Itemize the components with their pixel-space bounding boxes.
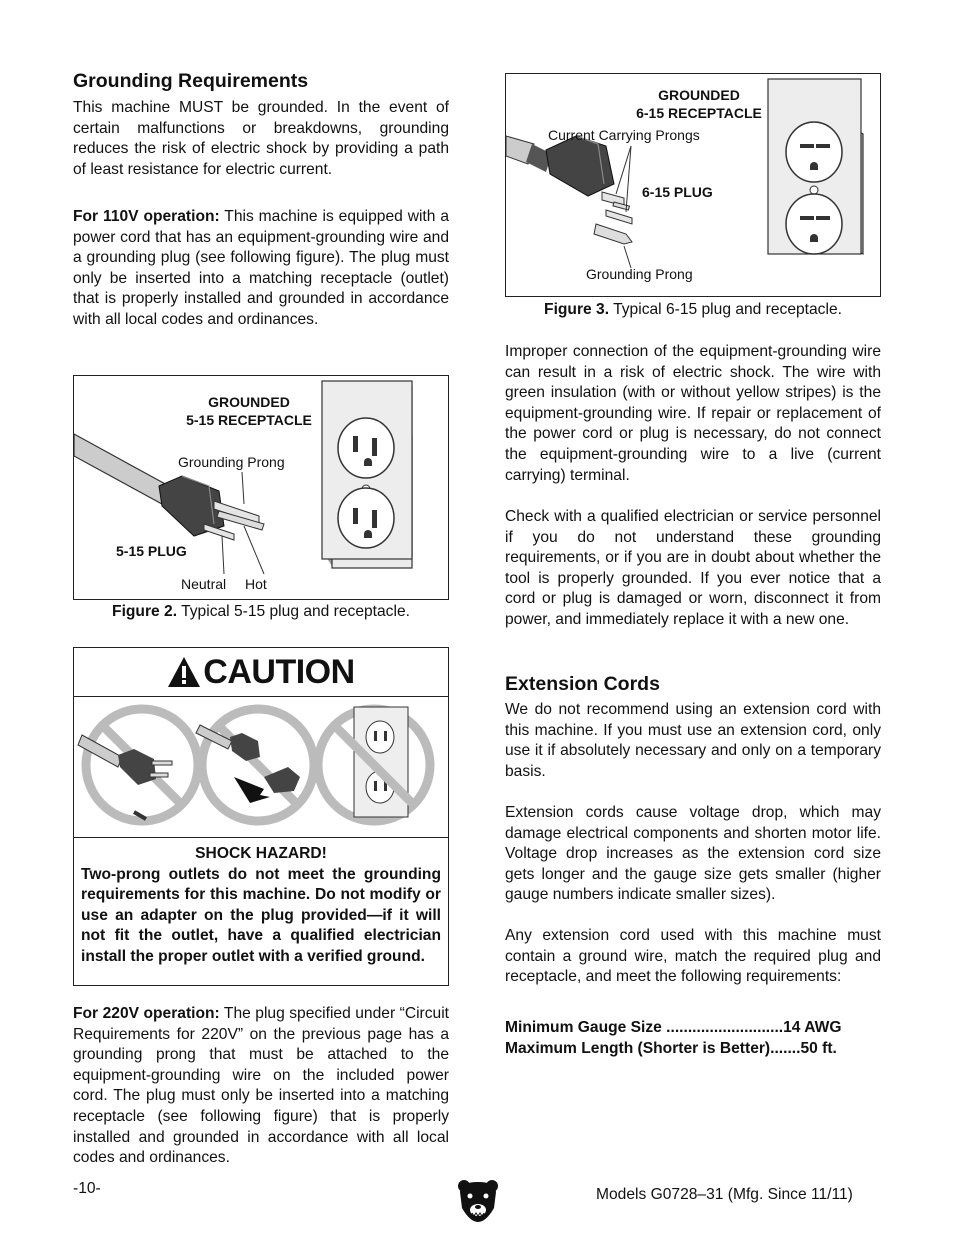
op110-paragraph [73,207,449,331]
fig2-neutral-label: Neutral [181,576,227,592]
op220-text: The plug specified under “Circuit Requirements for 220V” on the previous page has a grounding prong that must be attached to the equipment-grounding wire on the included power cord. The plug must only be inserted into a matching receptacle (see following figure) that is properly installed and grounded in accordance with all local codes and ordinances. [73,1005,449,1167]
extension-paragraph-1: We do not recommend using an extension cord with this machine. If you must use an extension cord, only use it if absolutely necessary and only on a temporary basis. [505,701,881,780]
fig3-receptacle-line2: 6-15 RECEPTACLE [636,105,762,121]
figure-2 [73,375,449,600]
bear-logo-icon [456,1178,500,1224]
prohibited-adapters-illustration [74,697,447,837]
caution-box [73,647,449,986]
fig3-plug-label: 6-15 PLUG [642,184,713,200]
fig3-grounding-prong-label: Grounding Prong [586,266,693,282]
check-electrician-paragraph: Check with a qualified electrician or service personnel if you do not understand these grounding requirements, or if you are in doubt about whether the tool is properly grounded. If you ever notice that a cord or plug is damaged or worn, disconnect it from power, and immediately replace it with a new one. [505,508,881,628]
fig2-receptacle-line1: GROUNDED [208,394,290,410]
page-number: -10- [73,1180,101,1197]
figure-2-caption-text: Typical 5-15 plug and receptacle. [177,603,410,620]
models-footer: Models G0728–31 (Mfg. Since 11/11) [596,1186,853,1203]
figure-3-caption-text: Typical 6-15 plug and receptacle. [609,301,842,318]
figure-3-caption [505,301,881,319]
figure-3 [505,73,881,297]
fig2-receptacle-line2: 5-15 RECEPTACLE [186,412,312,428]
figure-2-caption-lead: Figure 2. [112,603,178,620]
fig2-receptacle-label [174,393,324,429]
section-heading-grounding: Grounding Requirements [73,70,309,92]
op220-lead: For 220V operation: [73,1005,220,1022]
fig3-receptacle-line1: GROUNDED [658,87,740,103]
spec-min-gauge: Minimum Gauge Size ...........................14 AWG [505,1019,842,1036]
fig3-receptacle-label [624,86,774,122]
improper-connection-paragraph: Improper connection of the equipment-grounding wire can result in a risk of electric shock. The wire with green insulation (with or without yellow stripes) is the equipment-grounding wire. If repair or replacement of the power cord or plug is necessary, do not connect the equipment-grounding wire to a live (current carrying) terminal. [505,343,881,484]
extension-paragraph-3: Any extension cord used with this machine must contain a ground wire, match the required plug and receptacle, and meet the following requirements: [505,927,881,986]
fig3-current-prongs-label: Current Carrying Prongs [548,127,700,143]
section-heading-extension-cords: Extension Cords [505,673,660,695]
op220-paragraph [73,1004,449,1169]
figure-2-caption [73,603,449,621]
warning-triangle-icon [167,656,201,688]
fig2-plug-label: 5-15 PLUG [116,543,187,559]
extension-paragraph-2: Extension cords cause voltage drop, which may damage electrical components and shorten motor life. Voltage drop increases as the extension cord size gets longer and the gauge size gets smaller (higher gauge numbers indicate smaller sizes). [505,804,881,904]
figure-3-caption-lead: Figure 3. [544,301,610,318]
op110-lead: For 110V operation: [73,208,220,225]
fig2-hot-label: Hot [245,576,267,592]
fig2-grounding-prong-label: Grounding Prong [178,454,285,470]
caution-title: CAUTION [203,652,355,691]
caution-text: Two-prong outlets do not meet the grounding requirements for this machine. Do not modify or use an adapter on the plug provided—if it will not fit the outlet, have a qualified electrician install the proper outlet with a verified ground. [81,865,441,965]
caution-header [74,648,448,697]
caution-heading: SHOCK HAZARD! [195,845,327,862]
grounding-intro: This machine MUST be grounded. In the event of certain malfunctions or breakdowns, grounding reduces the risk of electric shock by providing a path of least resistance for electric current. [73,99,449,178]
op110-text: This machine is equipped with a power cord that has an equipment-grounding wire and a grounding plug (see following figure). The plug must only be inserted into a matching receptacle (outlet) that is properly installed and grounded in accordance with all local codes and ordinances. [73,208,450,328]
spec-max-length: Maximum Length (Shorter is Better).......50 ft. [505,1040,837,1057]
